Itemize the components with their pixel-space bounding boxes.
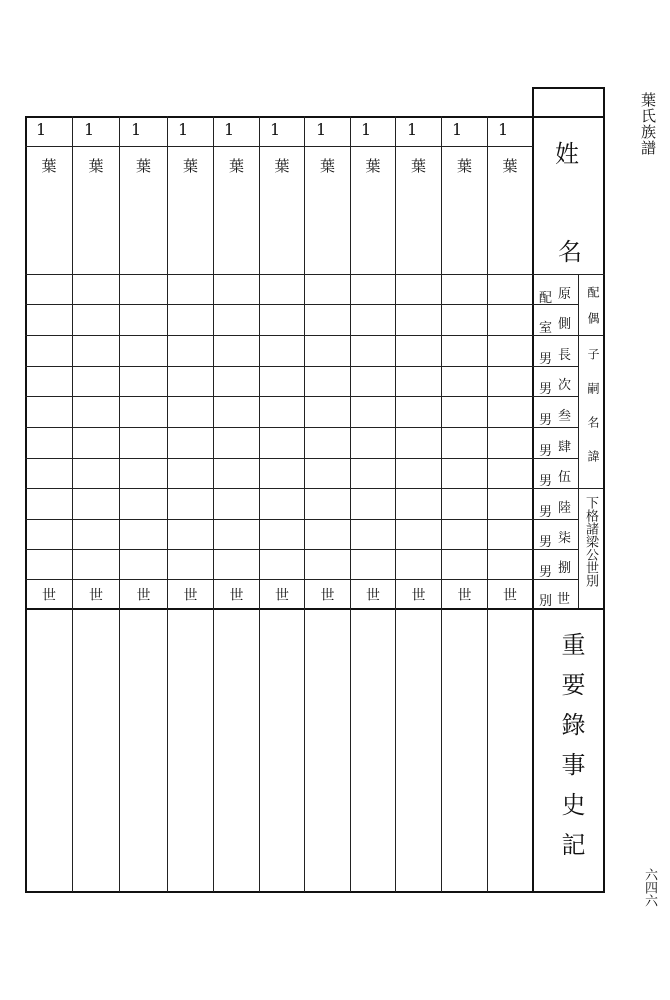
generation-mark: 1 [270, 120, 281, 139]
generation-suffix-cell: 世 [229, 588, 244, 604]
generation-mark: 1 [407, 120, 418, 139]
generation-mark: 1 [498, 120, 509, 139]
name-label-1: 姓 [555, 140, 579, 168]
generation-suffix-cell: 世 [275, 588, 289, 604]
surname-cell: 葉 [182, 157, 198, 175]
son-suffix: 男 [539, 413, 553, 428]
surname-cell: 葉 [410, 157, 426, 175]
generation-suffix-cell: 世 [89, 588, 103, 604]
spouse-primary-a: 原 [558, 287, 572, 302]
generation-mark: 1 [84, 120, 95, 139]
generation-mark: 1 [452, 120, 463, 139]
book-title: 葉氏族譜 [639, 92, 657, 156]
bie-label: 別 [539, 594, 553, 609]
generation-mark: 1 [36, 120, 47, 139]
surname-cell: 葉 [502, 157, 518, 175]
generation-mark: 1 [131, 120, 142, 139]
generation-suffix-cell: 世 [411, 588, 426, 604]
spouse-primary-b: 配 [539, 291, 553, 306]
surname-cell: 葉 [365, 157, 381, 175]
surname-cell: 葉 [88, 157, 104, 175]
surname-cell: 葉 [135, 157, 151, 175]
generation-suffix-cell: 世 [320, 588, 335, 604]
records-title: 重要錄事史記 [557, 632, 585, 872]
lineage-note: 下格諸梁公世別 [583, 496, 598, 587]
son-suffix: 男 [539, 505, 553, 520]
son-order: 柒 [558, 531, 572, 546]
page-number: 六四六 [642, 868, 657, 907]
shi-label: 世 [557, 592, 571, 607]
generation-mark: 1 [224, 120, 235, 139]
son-order: 叁 [558, 409, 572, 424]
surname-cell: 葉 [319, 157, 335, 175]
son-order: 肆 [558, 440, 572, 455]
spouse-side-b: 室 [539, 321, 553, 336]
generation-suffix-cell: 世 [136, 588, 151, 604]
son-order: 捌 [558, 561, 572, 576]
surname-cell: 葉 [41, 157, 57, 175]
surname-cell: 葉 [274, 157, 290, 175]
generation-suffix-cell: 世 [503, 588, 517, 604]
son-suffix: 男 [539, 565, 553, 580]
spouse-heading: 配偶 [586, 286, 600, 338]
generation-suffix-cell: 世 [42, 588, 56, 604]
sons-heading: 子嗣名諱 [586, 348, 600, 484]
son-order: 伍 [558, 470, 572, 485]
son-order: 次 [558, 378, 572, 393]
son-suffix: 男 [539, 535, 553, 550]
generation-suffix-cell: 世 [457, 588, 472, 604]
son-suffix: 男 [539, 382, 553, 397]
surname-cell: 葉 [456, 157, 472, 175]
generation-suffix-cell: 世 [366, 588, 380, 604]
spouse-side-a: 側 [558, 317, 572, 332]
name-label-2: 名 [558, 238, 582, 266]
son-order: 長 [558, 348, 572, 363]
surname-cell: 葉 [228, 157, 244, 175]
son-suffix: 男 [539, 352, 553, 367]
son-suffix: 男 [539, 474, 553, 489]
generation-suffix-cell: 世 [183, 588, 198, 604]
generation-mark: 1 [361, 120, 372, 139]
generation-mark: 1 [316, 120, 327, 139]
generation-mark: 1 [178, 120, 189, 139]
son-order: 陸 [558, 501, 572, 516]
son-suffix: 男 [539, 444, 553, 459]
